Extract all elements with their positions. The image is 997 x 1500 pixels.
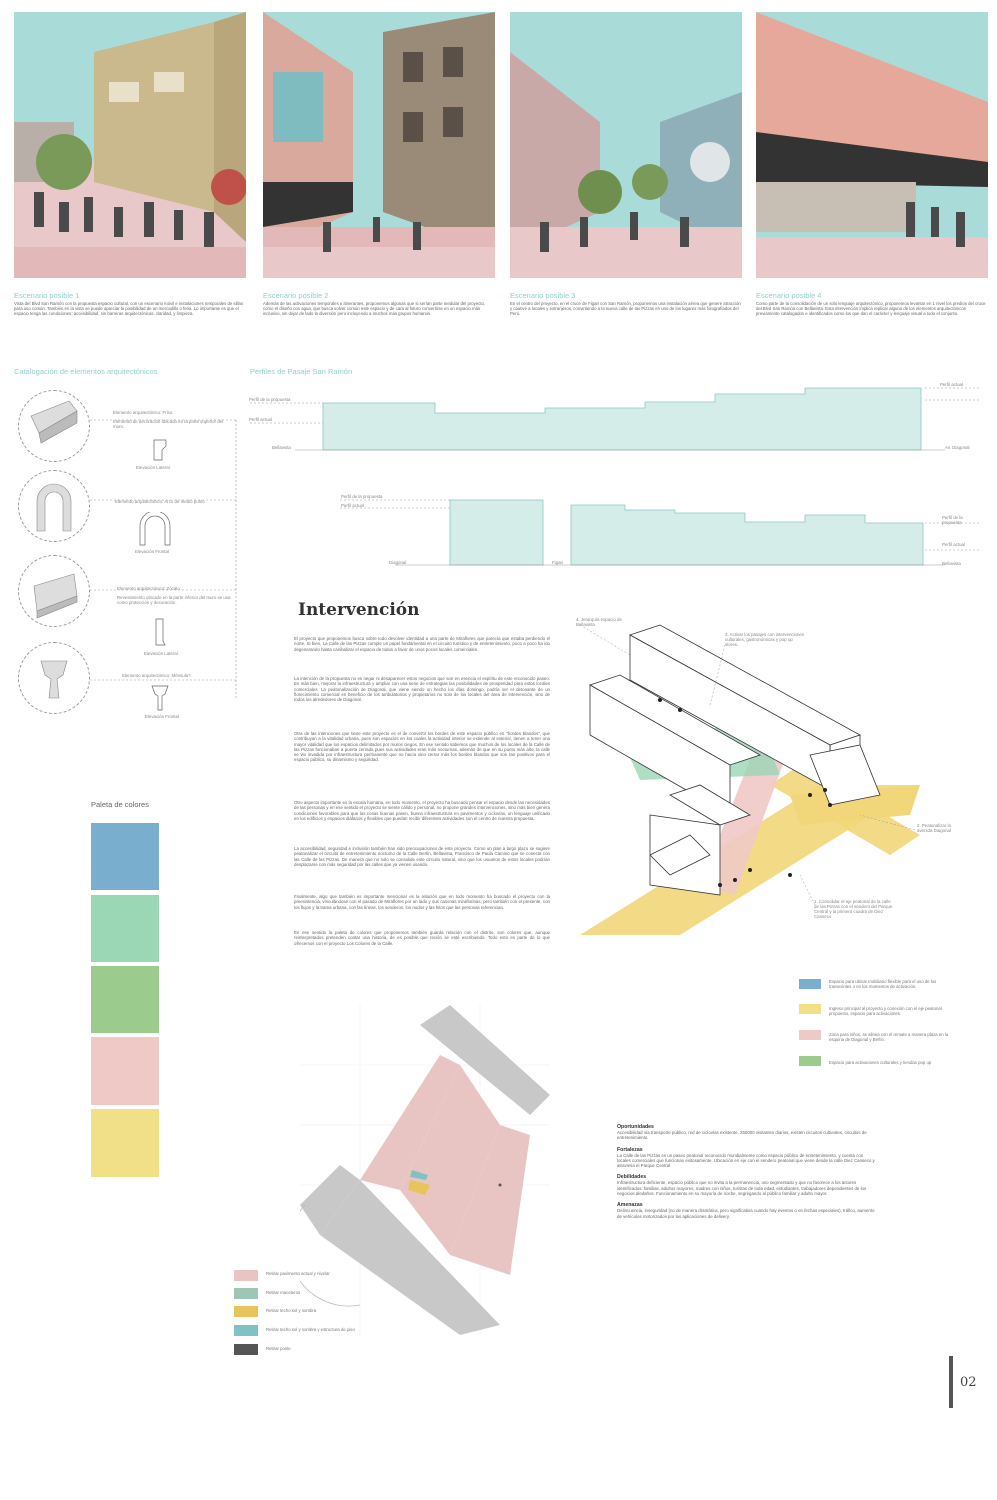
- swot-weaknesses-heading: Debilidades: [617, 1174, 647, 1181]
- plan-legend-text-3: Retirar techo sol y sombra: [266, 1308, 317, 1313]
- swot-threats-heading: Amenazas: [617, 1202, 643, 1209]
- axon-legend-text-2: Ingreso principal al proyecto y conexión con el eje peatonal propuesto, espacio para activaciones.: [829, 1006, 942, 1017]
- plan-legend-text-5: Retirar poste: [266, 1346, 291, 1351]
- axon-legend-swatch-4: [799, 1056, 821, 1066]
- profile-top-left-mid: Perfil actual: [249, 417, 272, 422]
- plan-legend-swatch-1: [234, 1270, 258, 1281]
- intervention-paragraph-4: Otro aspecto importante es la escala humana, en todo momento, el proyecto ha buscado pensar el espacio desde las necesidades de las personas y en ese sentido el proyecto se siente cálido y personal, no propone grandes intervenciones, sino más bien genera condiciones favorables para que las cosas buenas pasen, buena infraestructura en pavimentos y ciclovías, un lenguaje unificado en los edificios y espacios diáfanos y flexibles que puedan recibir diferentes actividades son el centro de nuestra propuesta.: [294, 800, 550, 821]
- catalog-3-name: Elemento arquitectónico: Zócalo: [117, 586, 180, 591]
- profile-bottom-diagonal: Diagonal: [389, 560, 407, 565]
- catalog-4-elevation-drawing: [150, 684, 170, 712]
- intervention-paragraph-6: Finalmente, algo que también es importante mencionar es la relación que en todo momento ha buscado el proyecto con la preexistencia, vinculándose con el pasado de Miraflores por un lado y sus casonas miraflorinas, pero también con el presente, con los flujos y la trama urbana, con las líneas, los senderos, los nodos y las hitos que las personas referencian.: [294, 894, 550, 910]
- scenario-3-text: En el centro del proyecto, en el cruce de Figari con San Ramón, proponemos una instalación aérea que genere atracción y cautive a locales y extranjeros, convirtiendo a la nueva calle de las Pizzas en uno de los lugares más fotografiados del Perú.: [510, 301, 741, 317]
- profiles-title: Perfiles de Pasaje San Ramón: [250, 367, 353, 376]
- swot-strengths-text: La Calle de las Pizzas es un paseo peatonal reconocido mundialmente como espacio público de entretenimiento, y cuenta con locales comerciales que funcionan exitosamente. Ubicación en eje con el sendero peatonal que viene desde la calle Diez Canseco y atraviesa el Parque Central: [617, 1152, 875, 1169]
- catalog-friso-circle: [18, 390, 90, 462]
- swot-strengths-heading: Fortalezas: [617, 1146, 643, 1153]
- plan-legend-text-1: Retirar pavimento actual y nivelar: [266, 1271, 330, 1276]
- page-number: 02: [960, 1375, 977, 1390]
- profile-bottom-right-bottom: Bellavista: [942, 561, 961, 566]
- catalog-1-view: Elevación Lateral: [136, 465, 170, 470]
- swot-threats-text: Delincuencia, inseguridad (no de manera dramática, pero significativa cuando hay eventos o en fechas especiales), tráfico, aumento de vehículos motorizados por las aplicaciones de delivery.: [617, 1208, 875, 1219]
- scenario-3-render: [510, 12, 742, 278]
- palette-swatch-pink: [91, 1037, 159, 1105]
- palette-swatch-yellow: [91, 1109, 159, 1177]
- catalog-1-name: Elemento arquitectónico: Friso: [113, 410, 173, 415]
- profile-top-right-top: Perfil actual: [940, 382, 963, 387]
- catalog-2-name: Elemento arquitectónico: Arco de medio punto: [115, 499, 205, 504]
- axonometric-diagram: [560, 615, 980, 965]
- scenario-1-render: [14, 12, 246, 278]
- axon-legend-text-1: Espacio para ubicar mobiliario flexible para el uso de los transeúntes o en los momentos de activación.: [829, 979, 937, 990]
- palette-swatch-blue: [91, 823, 159, 890]
- catalog-2-elevation-drawing: [138, 512, 172, 546]
- intervention-paragraph-3: Otra de las intenciones que tiene este proyecto es el de convertir los bordes de este espacio público en "bordes blandos", que contribuyan a la vitalidad urbana, pues son espacios en los cuales la actividad interior se extiende al exterior, tienen a tener una mayor vitalidad que los espacios delimitados por muros ciegos. En ese sentido sabemos que muchos de los locales de la Calle de las Pizzas funcionaban a puerta cerrada pues sus actividades eran más nocturnas, además de que en su punto más alto, la calle se vio invadida por infraestructura permanente que no hacía sino cerrar más los bordes blandos que son tan positivos para el espacio público, su dinamismo y seguridad.: [294, 731, 550, 763]
- scenario-2-title: Escenario posible 2: [263, 291, 329, 300]
- profile-top-left-top: Perfil de la propuesta: [249, 397, 291, 402]
- profile-top-left-bottom: Bellavista: [272, 445, 291, 450]
- catalog-4-name: Elemento arquitectónico: Ménsula?: [122, 673, 191, 678]
- profile-bottom-left-mid: Perfil actual: [341, 503, 364, 508]
- axon-legend-text-4: Espacio para activaciones culturales y tiendas pop up: [829, 1060, 932, 1065]
- axon-legend-swatch-2: [799, 1004, 821, 1014]
- scenario-4-text: Como parte de la consolidación de un solo lenguaje arquitectónico, proponemos levantar en 1 nivel los predios del cruce del Blvd San Ramón con Bellavista. Esta intervención implica replicar alguno de los elementos arquitectónicos previamente catalogados e identificados como los que dan el carácter y lenguaje visual a todo el conjunto.: [756, 301, 986, 317]
- axon-legend-swatch-1: [799, 979, 821, 989]
- catalog-title: Catalogación de elementos arquitectónicos: [14, 367, 158, 376]
- plan-legend-swatch-4: [234, 1325, 258, 1336]
- intervention-paragraph-5: La accesibilidad, seguridad e inclusión también han sido preocupaciones de este proyecto. Como un plan a largo plazo se sugiere peatonalizar el circuito de entretenimiento nocturno de la Calle Berlín, Bellavista, Francisco de Paula Camino que se conecta con las Calle de las Pizzas. De manera que no solo se consolide este circuito natural, sino que los usuarios de estos locales podrían desplazarse con más seguridad por las calles que ya vienen usando.: [294, 846, 550, 867]
- profile-top-right-bottom: Av. Diagonal: [945, 445, 970, 450]
- scenario-1-text: Vista del Blvd San Ramón con la propuesta espacio cultural, con un escenario móvil e instalaciones temporales de sillas para uso común. También en la vista se puede apreciar la posibilidad de un mercadillo o feria. Lo importante es que el espacio tenga las condiciones: accesibilidad, sin barreras arquitectónicas, claridad, y limpieza.: [14, 301, 243, 317]
- scenario-1-title: Escenario posible 1: [14, 291, 80, 300]
- page-number-bar: [949, 1356, 953, 1408]
- plan-legend-text-4: Retirar techo sol y sombra y estructura de piso: [266, 1327, 355, 1332]
- profile-bottom-left-top: Perfil de la propuesta: [341, 494, 383, 499]
- catalog-4-view: Elevación Frontal: [145, 714, 179, 719]
- palette-title: Paleta de colores: [91, 800, 149, 809]
- catalog-mensula-circle: [18, 642, 90, 714]
- catalog-3-elevation-drawing: [153, 617, 167, 647]
- profiles-drawing: [245, 380, 985, 580]
- profile-bottom-right-mid: Perfil actual: [942, 542, 965, 547]
- axon-label-3: 3. Activar los pasajes con intervenciones culturales, gastronómicas y pop up stores.: [725, 632, 805, 647]
- axon-label-4: 4. Jerarquía espacio de Bellavista: [576, 617, 622, 627]
- plan-legend-swatch-2: [234, 1288, 258, 1299]
- plan-legend-swatch-3: [234, 1306, 258, 1317]
- axon-label-2: 2. Peatonalizar la avenida Diagonal: [917, 823, 951, 833]
- catalog-arch-circle: [18, 470, 90, 542]
- profile-bottom-right-top: Perfil de la propuesta: [942, 515, 963, 525]
- intervention-paragraph-7: En ese sentido la paleta de colores que proponemos también guarda relación con el distrito, son colores que, aunque reinterpretados pretenden contar una historia, de es posible que recién se esté escribiendo. Todo esto es parte de lo que ofrecemos con el proyecto Los Colores de la Calle.: [294, 930, 550, 946]
- intervention-title: Intervención: [298, 600, 420, 620]
- scenario-4-render: [756, 12, 988, 278]
- axon-label-1: 1. Consolidar el eje peatonal de la calle de las Pizzas con el sendero del Parque Central y la primera cuadra de Diez Canseco: [814, 899, 893, 919]
- catalog-1-desc: Elemento de decoración ubicado en la parte superior del muro.: [113, 419, 224, 429]
- scenario-2-render: [263, 12, 495, 278]
- axon-legend-text-3: Zona para niños, se alinea con el remate a manera plaza en la esquina de Diagonal y Berlín.: [829, 1032, 949, 1043]
- catalog-3-desc: Revestimiento ubicado en la parte inferior del muro se usa como protección y decoración.: [117, 595, 231, 605]
- swot-weaknesses-text: Infraestructura deficiente, espacio público que no invita a la permanencia, uso segmentado y que no favorece a los actores identificados: familias, adultos mayores, madres con niños, turistas de toda edad, estudiantes, trabajadores dependientes de los negocios aledaños. Funcionamiento en su mayoría de noche, segregando al público familiar y adulto mayor.: [617, 1180, 867, 1197]
- catalog-3-view: Elevación Lateral: [144, 651, 178, 656]
- catalog-2-view: Elevación Frontal: [135, 549, 169, 554]
- swot-opportunities-heading: Oportunidades: [617, 1124, 654, 1130]
- axon-legend-swatch-3: [799, 1030, 821, 1040]
- scenario-3-title: Escenario posible 3: [510, 291, 576, 300]
- palette-swatch-green: [91, 966, 159, 1033]
- swot-block: [617, 1124, 875, 1219]
- intervention-paragraph-2: La intención de la propuesta no es negar ni desaparecer estos negocios que son en esencia el espíritu de este reconocido paseo. Es más bien, mejorar la infraestructura y ampliar con una serie de estrategias las posibilidades de prosperidad para estos locales comerciales. La peatonalización de Diagonal, que viene siendo un hecho los días domingo, podría ser el detonante de un florecimiento comercial en beneficio de los ambulatorios y propietarios no solo de los locales del área de intervención, sino de todos los alrededores de Diagonal.: [294, 676, 550, 703]
- catalog-1-elevation-drawing: [150, 438, 170, 462]
- palette-swatch-mint: [91, 895, 159, 962]
- catalog-zocalo-circle: [18, 555, 90, 627]
- intervention-paragraph-1: El proyecto que proponemos busca sobre todo devolver identidad a una parte de Miraflores que parecía que estaba perdiendo el norte. Si bien, La Calle de las Pizzas cumple un papel fundamental en el circuito turístico y de entretenimiento, poco a poco ha ido degenerando hasta canibalizar el espacio de todos a favor de unos pocos locales comerciales.: [294, 636, 550, 652]
- site-plan-drawing: [300, 1005, 550, 1335]
- profile-bottom-figari: Figari: [552, 560, 563, 565]
- plan-legend-text-2: Retirar maceteros: [266, 1290, 301, 1295]
- scenario-2-text: Además de las activaciones temporales e itinerantes, proponemos algunas que si serían parte medular del proyecto, como el diseño con agua, que busca volver común este espacio y de cara al futuro convertirse en un espacio más inclusivo, sin dejar de lado la diversión pero incluyendo a muchos más grupos humanos.: [263, 301, 486, 317]
- scenario-4-title: Escenario posible 4: [756, 291, 822, 300]
- swot-opportunities-text: Accesibilidad vía transporte público, red de ciclovías existente, 250000 visitantes diarios, existen circuitos culturales, circuitos de entretenimiento.: [617, 1130, 867, 1141]
- plan-legend-swatch-5: [234, 1344, 258, 1355]
